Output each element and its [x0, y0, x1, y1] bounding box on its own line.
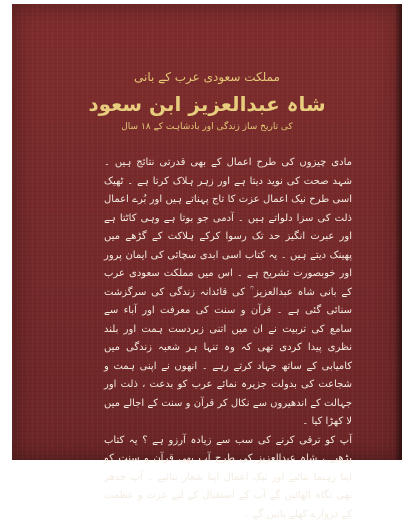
- blurb-paragraph-1: مادی چیزوں کی طرح اعمال کے بھی قدرتی نتائج ہیں ۔ شہد صحت کی نوید دیتا ہے اور زہر ہلاک کرتا ہے ۔ ٹھیک اسی طرح نیک اعمال عزت کا تاج پہناتے ہیں اور بُرے اعمال ذلت کی سزا دلواتے ہیں ۔ آدمی جو بوتا ہے وہی کاٹتا ہے اور عبرت انگیز حد تک رسوا کرکے ہلاکت کے گڑھے میں پھینک دیتے ہیں ۔ یہ کتاب اسی ابدی سچائی کی ایمان پرور اور خوبصورت تشریح ہے ۔ اس میں مملکت سعودی عرب کے بانی شاہ عبدالعزیز ؒ کی قائدانہ زندگی کی سرگزشت سنائی گئی ہے ۔ قرآن و سنت کی معرفت اور آباء سے سامع کی تربیت نے ان میں اتنی زبردست ہمت اور بلند نظری پیدا کردی تھی کہ وہ تنہا ہر شعبہ زندگی میں کامیابی کے ساتھ جہاد کرتے رہے ۔ انھوں نے اپنی ہمت و شجاعت کی بدولت جزیرہ نمائے عرب کو بدعت ، ذلت اور جہالت کے اندھیروں سے نکال کر قرآن و سنت کے اجالے میں لا کھڑا کیا ۔: [104, 154, 352, 432]
- book-back-cover: [12, 4, 402, 460]
- cover-title-note: کی تاریخ ساز زندگی اور بادشاہت کے ۱۸ سال: [12, 122, 402, 132]
- blurb-paragraph-2: آپ کو ترقی کرنے کی سب سے زیادہ آرزو ہے ؟ یہ کتاب پڑھیے ، شاہ عبدالعزیز کی طرح آپ بھی قرآن و سنت کو اپنا رہنما بنائیے اور نیک اعمال اپنا شعار بنائیے ۔ آپ جدھر بھی نگاہ اٹھائیں گے آپ کے استقبال کے لیے عزت و عظمت کے دروازے کھلے پائیں گے ۔: [104, 432, 352, 524]
- cover-title: شاہ عبدالعزیز ابن سعود: [12, 92, 402, 116]
- blurb-text: [104, 154, 352, 524]
- cover-subtitle: مملکت سعودی عرب کے بانی: [12, 70, 402, 84]
